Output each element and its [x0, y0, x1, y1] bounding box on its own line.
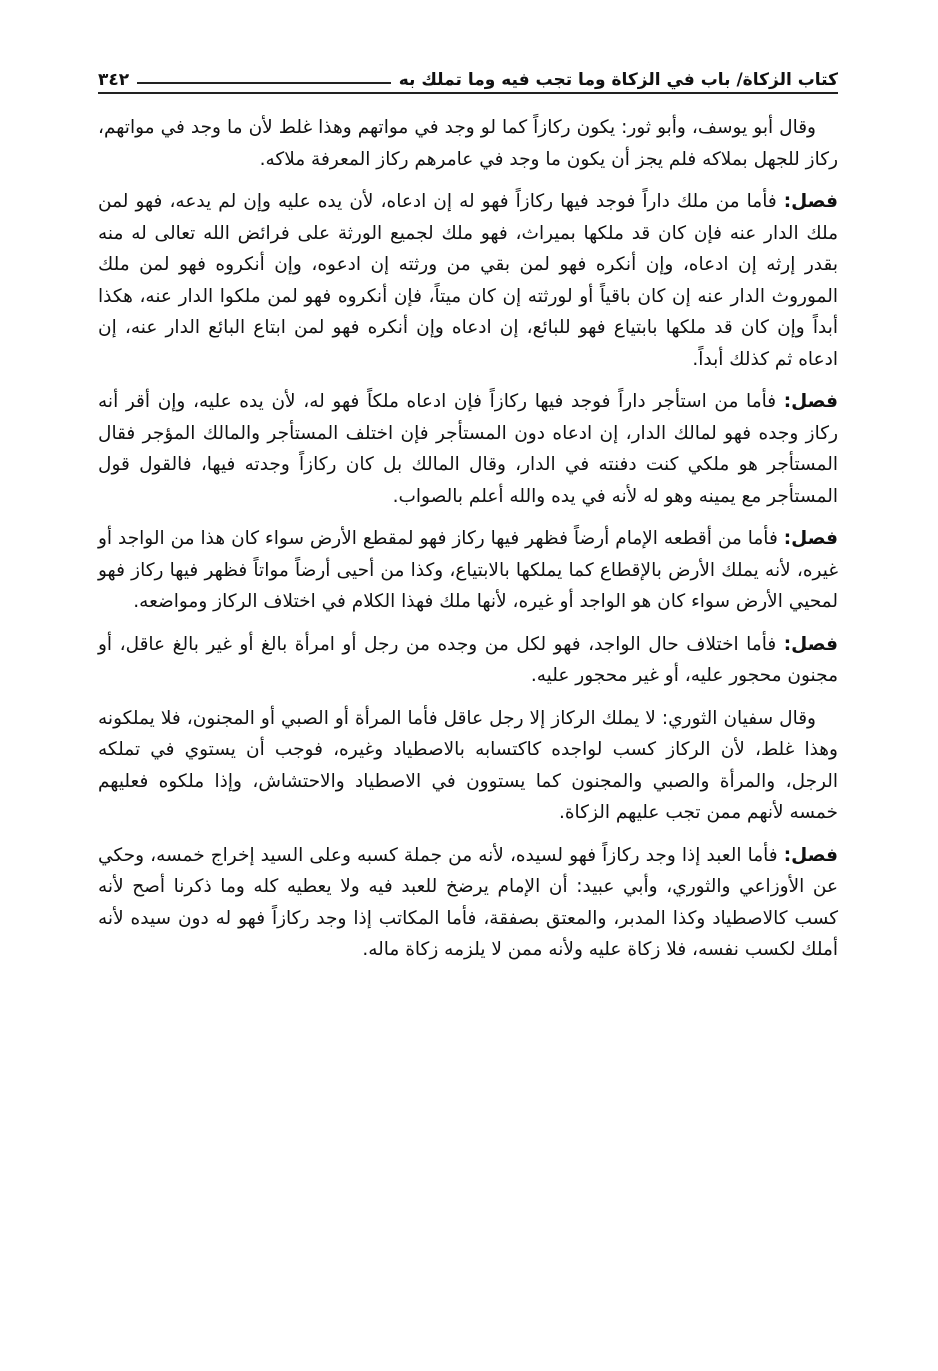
section-label: فصل:: [783, 633, 838, 655]
section-label: فصل:: [783, 844, 838, 866]
paragraph-text: وقال سفيان الثوري: لا يملك الركاز إلا رجل عاقل فأما المرأة أو الصبي أو المجنون، فلا يملكونه وهذا غلط، لأن الركاز كسب لواجده كاكتسابه بالاصطياد وغيره، فوجب أن يستوي في تملكه الرجل، والمرأة والصبي والمجنون كما يستوون في الاصطياد والاحتشاش، وإذا ملكوه فعليهم خمسه لأنهم ممن تجب عليهم الزكاة.: [98, 707, 838, 823]
paragraph-text: فأما من ملك داراً فوجد فيها ركازاً فهو له إن ادعاه، لأن يده عليه وإن لم يدعه، فهو لمن ملك الدار عنه فإن كان قد ملكها بميراث، فهو ملك لجميع الورثة على فرائض الله تعالى له منه بقدر إرثه إن ادعاه، وإن أنكره فهو لمن بقي من ورثته إن ادعوه، وإن أنكروه فهو لمن ملك الموروث الدار عنه إن كان باقياً أو لورثته إن كان ميتاً، فإن أنكروه فهو لمن ملكوا الدار عنه، هكذا أبداً وإن كان قد ملكها بابتياع فهو للبائع، إن ادعاه وإن أنكره فهو لمن ابتاع البائع الدار عنه، إن ادعاه ثم كذلك أبداً.: [98, 191, 838, 370]
paragraph: [98, 840, 838, 966]
section-label: فصل:: [783, 528, 838, 549]
section-label: فصل:: [783, 191, 838, 212]
paragraph: [98, 523, 838, 618]
page-number: ٣٤٢: [98, 70, 130, 90]
paragraph-text: وقال أبو يوسف، وأبو ثور: يكون ركازاً كما لو وجد في مواتهم وهذا غلط لأن ما وجد في مواتهم، ركاز للجهل بملاكه فلم يجز أن يكون ما وجد في عامرهم ركاز المعرفة ملاكه.: [98, 117, 838, 170]
page-body: [98, 112, 838, 966]
paragraph: [98, 112, 838, 175]
paragraph: [98, 629, 838, 692]
header-title: كتاب الزكاة/ باب في الزكاة وما تجب فيه وما تملك به: [398, 70, 838, 90]
book-page: [98, 60, 838, 977]
running-header: [98, 60, 838, 94]
paragraph: [98, 186, 838, 375]
section-label: فصل:: [783, 391, 838, 412]
paragraph-text: فأما من أقطعه الإمام أرضاً فظهر فيها ركاز فهو لمقطع الأرض سواء كان هذا من الواجد أو غيره، لأنه يملك الأرض بالإقطاع كما يملكها بالابتياع، وكذا من أحيى أرضاً مواتاً فظهر فيها ركاز فهو لمحيي الأرض سواء كان هو الواجد أو غيره، لأنها ملك فهذا الكلام في اختلاف الركاز ومواضعه.: [98, 528, 838, 612]
header-rule: [137, 82, 391, 84]
paragraph-text: فأما اختلاف حال الواجد، فهو لكل من وجده من رجل أو امرأة بالغ أو غير بالغ عاقل، أو مجنون محجور عليه، أو غير محجور عليه.: [98, 633, 838, 686]
paragraph: [98, 703, 838, 829]
paragraph-text: فأما من استأجر داراً فوجد فيها ركازاً فإن ادعاه ملكاً فهو له، لأن يده عليه، وإن أقر أنه ركاز وجده فهو لمالك الدار، إن ادعاه دون المستأجر فإن اختلف المستأجر والمالك المؤجر فقال المستأجر هو ملكي كنت دفنته في الدار، وقال المالك بل كان ركازاً وجدته فيها، فالقول قول المستأجر مع يمينه وهو له لأنه في يده والله أعلم بالصواب.: [98, 391, 838, 507]
paragraph: [98, 386, 838, 512]
paragraph-text: فأما العبد إذا وجد ركازاً فهو لسيده، لأنه من جملة كسبه وعلى السيد إخراج خمسه، وحكي عن الأوزاعي والثوري، وأبي عبيد: أن الإمام يرضخ للعبد فيه ولا يعطيه كله وما ذكرنا أصح لأنه كسب كالاصطياد وكذا المدبر، والمعتق بصفقة، فأما المكاتب إذا وجد ركازاً فهو له دون سيده لأنه أملك لكسب نفسه، فلا زكاة عليه ولأنه ممن لا يلزمه زكاة ماله.: [98, 844, 838, 960]
